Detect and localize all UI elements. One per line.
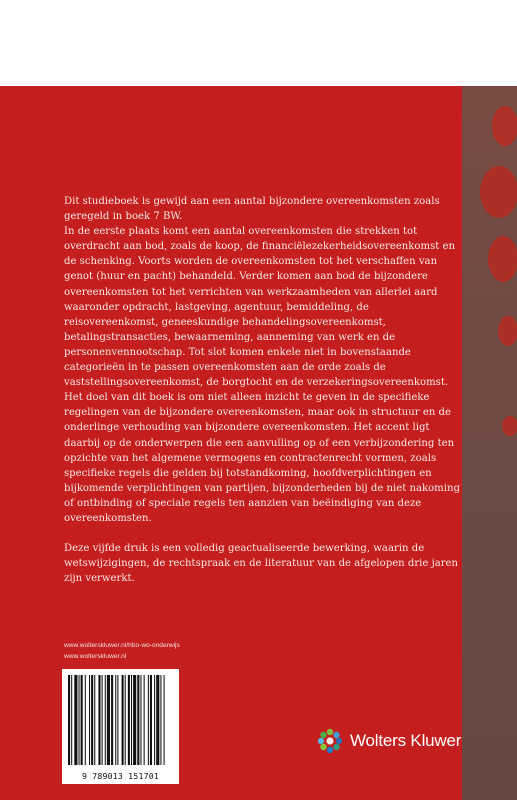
barcode-bar: [68, 675, 70, 765]
barcode-bar: [115, 675, 116, 765]
barcode-bar: [74, 675, 77, 765]
barcode-bar: [98, 675, 100, 765]
barcode-bar: [160, 675, 161, 765]
barcode-bar: [150, 675, 152, 765]
barcode-bar: [125, 675, 126, 765]
barcode-bar: [91, 675, 93, 765]
barcode-bar: [128, 675, 130, 765]
barcode-bar: [105, 675, 106, 765]
barcode-bars: [68, 675, 173, 765]
barcode-bar: [164, 675, 165, 765]
description-paragraph: Dit studieboek is gewijd aan een aantal bijzondere overeenkomsten zoals geregeld in boek 7 BW.: [64, 196, 440, 223]
isbn-barcode: [62, 669, 179, 784]
barcode-bar: [156, 675, 159, 765]
spine-strip: [462, 86, 517, 800]
top-margin: [0, 0, 517, 86]
back-cover-description: [64, 194, 462, 586]
description-paragraph: Deze vijfde druk is een volledig geactualiseerde bewerking, waarin de wetswijzigingen, de rechtspraak en de literatuur van de afgelopen drie jaren zijn verwerkt.: [64, 543, 459, 585]
paint-splash: [502, 416, 517, 436]
isbn-number: 9 789013 151701: [82, 771, 159, 781]
barcode-bar: [122, 675, 124, 765]
barcode-bar: [144, 675, 145, 765]
barcode-bar: [79, 675, 80, 765]
barcode-bar: [133, 675, 136, 765]
barcode-bar: [131, 675, 132, 765]
barcode-bar: [148, 675, 149, 765]
barcode-bar: [71, 675, 72, 765]
barcode-bar: [111, 675, 113, 765]
barcode-bar: [107, 675, 110, 765]
publisher-urls: [64, 641, 364, 662]
barcode-bar: [102, 675, 103, 765]
publisher-url[interactable]: www.wolterskluwer.nl: [64, 652, 127, 660]
description-paragraph: In de eerste plaats komt een aantal overeenkomsten die strekken tot overdracht aan bod, zoals de koop, de financiëlezekerheidsovereenkomst en de schenking. Voorts worden de overeenkomsten tot het verschaffen van genot (huur en pacht) behandeld. Verder komen aan bod de bijzondere overeenkomsten tot het verrichten van werkzaamheden van allerlei aard waaronder opdracht, lastgeving, agentuur, bemiddeling, de reisovereenkomst, geneeskundige behandelingsovereenkomst, betalingstransacties, bewaarneming, aanneming van werk en de personenvennootschap. Tot slot komen enkele niet in bovenstaande categorieën in te passen overeenkomsten aan de orde zoals de vaststellingsovereenkomst, de borgtocht en de verzekeringsovereenkomst.: [64, 226, 455, 389]
publisher-url[interactable]: www.wolterskluwer.nl/hbo-wo-onderwijs: [64, 642, 180, 649]
barcode-bar: [85, 675, 86, 765]
barcode-bar: [137, 675, 139, 765]
barcode-bar: [81, 675, 83, 765]
barcode-bar: [89, 675, 90, 765]
barcode-bar: [140, 675, 141, 765]
paint-splash: [480, 166, 517, 218]
barcode-bar: [154, 675, 155, 765]
publisher-logo: [316, 723, 461, 759]
barcode-bar: [117, 675, 118, 765]
publisher-name: Wolters Kluwer: [350, 731, 462, 750]
description-paragraph: Het doel van dit boek is om niet alleen inzicht te geven in de specifieke regelingen van de bijzondere overeenkomsten, maar ook in structuur en de onderlinge verhouding van bijzondere overeenkomsten. Het accent ligt daarbij op de onderwerpen die een aanvulling op of een verbijzondering ten opzichte van het algemene vermogens en contractenrecht vormen, zoals specifieke regels die gelden bij totstandkoming, hoofdverplichtingen en bijkomende verplichtingen van partijen, bijzonderheden bij de niet nakoming of ontbinding of speciale regels ten aanzien van beëindiging van deze overeenkomsten.: [64, 392, 460, 524]
barcode-bar: [94, 675, 95, 765]
wolters-kluwer-logo-icon: [316, 727, 344, 755]
paint-splash: [498, 316, 517, 346]
paint-splash: [488, 236, 517, 282]
paint-splash: [492, 106, 517, 146]
